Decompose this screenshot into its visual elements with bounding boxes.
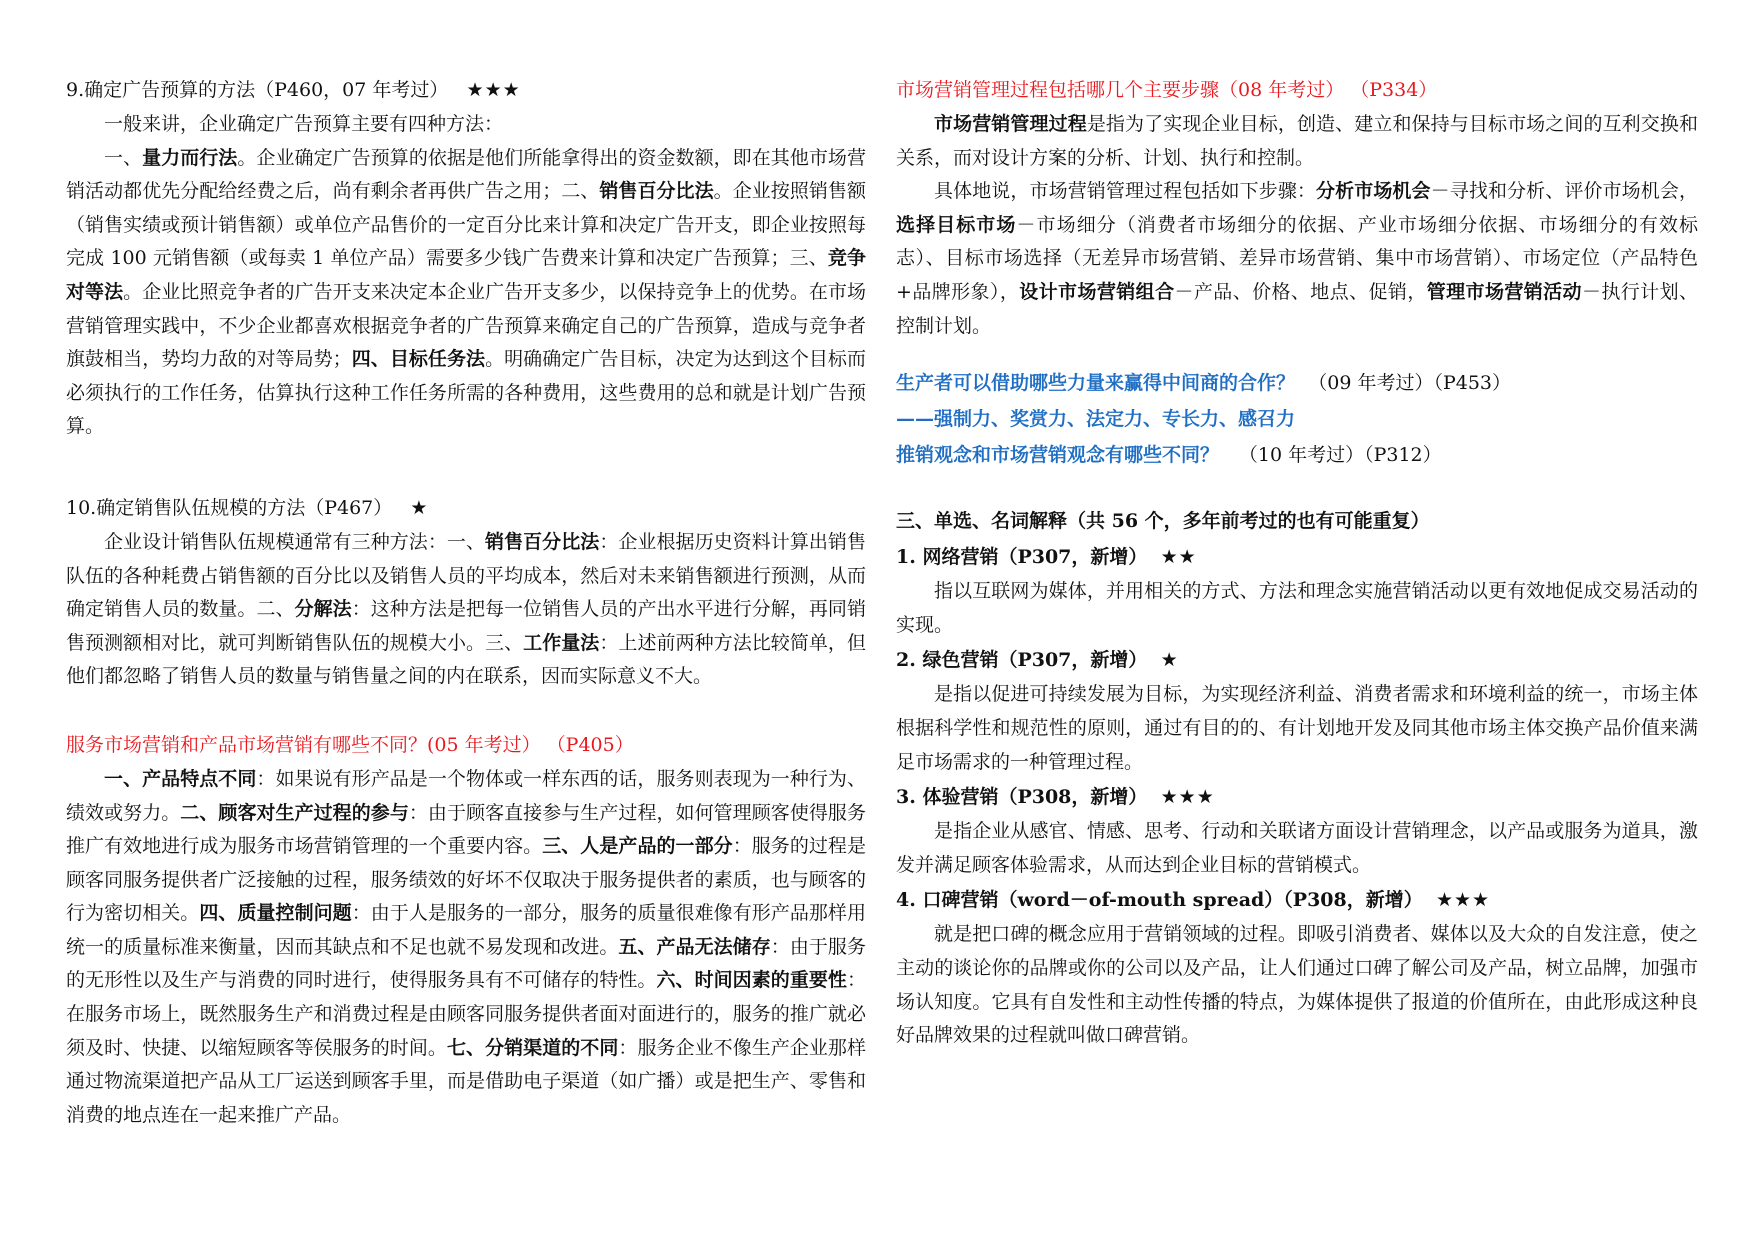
section-9-intro: 一般来讲，企业确定广告预算主要有四种方法： <box>104 113 504 135</box>
term-4-heading: 4. 口碑营销（word－of-mouth spread）（P308，新增） ★★★ <box>896 889 1491 912</box>
rating-stars: ★★★ <box>1435 889 1491 912</box>
section-10-body: 企业设计销售队伍规模通常有三种方法：一、销售百分比法：企业根据历史资料计算出销售队伍的各种耗费占销售额的百分比以及销售人员的平均成本，然后对未来销售额进行预测，从而确定销售人员的数量。二、分解法：这种方法是把每一位销售人员的产出水平进行分解，再同销售预测额相对比，就可判断销售队伍的规模大小。三、工作量法：上述前两种方法比较简单，但他们都忽略了销售人员的数量与销售量之间的内在联系，因而实际意义不大。 <box>66 530 866 688</box>
term-2-text: 是指以促进可持续发展为目标，为实现经济利益、消费者需求和环境利益的统一，市场主体根据科学性和规范性的原则，通过有目的的、有计划地开发及同其他市场主体交换产品价值来满足市场需求的一种管理过程。 <box>896 683 1698 773</box>
rating-stars: ★ <box>410 496 429 519</box>
mgmt-process-definition: 市场营销管理过程是指为了实现企业目标，创造、建立和保持与目标市场之间的互利交换和关系，而对设计方案的分析、计划、执行和控制。 <box>896 113 1698 169</box>
producer-question: 生产者可以借助哪些力量来赢得中间商的合作？ （09 年考过）（P453） <box>896 372 1512 395</box>
term-3-heading: 3. 体验营销（P308，新增） ★★★ <box>896 786 1215 809</box>
producer-answer: ——强制力、奖赏力、法定力、专长力、感召力 <box>896 408 1296 431</box>
term-2-heading: 2. 绿色营销（P307，新增） ★ <box>896 649 1179 672</box>
term-4-text: 就是把口碑的概念应用于营销领域的过程。即吸引消费者、媒体以及大众的自发注意，使之主动的谈论你的品牌或你的公司以及产品，让人们通过口碑了解公司及产品，树立品牌，加强市场认知度。它具有自发性和主动性传播的特点，为媒体提供了报道的价值所在，由此形成这种良好品牌效果的过程就叫做口碑营销。 <box>896 923 1698 1047</box>
service-marketing-heading: 服务市场营销和产品市场营销有哪些不同？(05 年考过） （P405） <box>66 733 634 756</box>
mgmt-process-heading: 市场营销管理过程包括哪几个主要步骤（08 年考过） （P334） <box>896 79 1438 101</box>
section-9-heading: 9.确定广告预算的方法（P460，07 年考过） ★★★ <box>66 79 521 101</box>
right-column <box>896 72 1698 1053</box>
mgmt-process-steps: 具体地说，市场营销管理过程包括如下步骤：分析市场机会－寻找和分析、评价市场机会，选择目标市场－市场细分（消费者市场细分的依据、产业市场细分依据、市场细分的有效标志）、目标市场选择（无差异市场营销、差异市场营销、集中市场营销）、市场定位（产品特色+品牌形象），设计市场营销组合－产品、价格、地点、促销，管理市场营销活动－执行计划、控制计划。 <box>896 180 1698 337</box>
term-1-heading: 1. 网络营销（P307，新增） ★★ <box>896 546 1197 569</box>
service-marketing-body: 一、产品特点不同：如果说有形产品是一个物体或一样东西的话，服务则表现为一种行为、绩效或努力。二、顾客对生产过程的参与：由于顾客直接参与生产过程，如何管理顾客使得服务推广有效地进行成为服务市场营销管理的一个重要内容。三、人是产品的一部分：服务的过程是顾客同服务提供者广泛接触的过程，服务绩效的好坏不仅取决于服务提供者的素质，也与顾客的行为密切相关。四、质量控制问题：由于人是服务的一部分，服务的质量很难像有形产品那样用统一的质量标准来衡量，因而其缺点和不足也就不易发现和改进。五、产品无法储存：由于服务的无形性以及生产与消费的同时进行，使得服务具有不可储存的特性。六、时间因素的重要性：在服务市场上，既然服务生产和消费过程是由顾客同服务提供者面对面进行的，服务的推广就必须及时、快捷、以缩短顾客等侯服务的时间。七、分销渠道的不同：服务企业不像生产企业那样通过物流渠道把产品从工厂运送到顾客手里，而是借助电子渠道（如广播）或是把生产、零售和消费的地点连在一起来推广产品。 <box>66 767 866 1126</box>
section-10-heading: 10.确定销售队伍规模的方法（P467） ★ <box>66 496 429 519</box>
rating-stars: ★ <box>1160 649 1179 672</box>
term-3-text: 是指企业从感官、情感、思考、行动和关联诸方面设计营销理念，以产品或服务为道具，激发并满足顾客体验需求，从而达到企业目标的营销模式。 <box>896 820 1698 876</box>
rating-stars: ★★ <box>1160 546 1197 569</box>
section-9-body: 一、量力而行法。企业确定广告预算的依据是他们所能拿得出的资金数额，即在其他市场营销活动都优先分配给经费之后，尚有剩余者再供广告之用；二、销售百分比法。企业按照销售额（销售实绩或预计销售额）或单位产品售价的一定百分比来计算和决定广告开支，即企业按照每完成 100 元销售额（或每卖 1 单位产品）需要多少钱广告费来计算和决定广告预算；三、竞争对等法。企业比照竞争者的广告开支来决定本企业广告开支多少，以保持竞争上的优势。在市场营销管理实践中，不少企业都喜欢根据竞争者的广告预算来确定自己的广告预算，造成与竞争者旗鼓相当，势均力敌的对等局势；四、目标任务法。明确确定广告目标，决定为达到这个目标而必须执行的工作任务，估算执行这种工作任务所需的各种费用，这些费用的总和就是计划广告预算。 <box>66 146 866 438</box>
promotion-question: 推销观念和市场营销观念有哪些不同？ （10 年考过）（P312） <box>896 444 1442 467</box>
rating-stars: ★★★ <box>1160 786 1215 809</box>
part-3-title: 三、单选、名词解释（共 56 个，多年前考过的也有可能重复） <box>896 510 1430 533</box>
rating-stars: ★★★ <box>466 79 521 101</box>
term-1-text: 指以互联网为媒体，并用相关的方式、方法和理念实施营销活动以更有效地促成交易活动的实现。 <box>896 580 1698 636</box>
left-column <box>66 72 866 1132</box>
